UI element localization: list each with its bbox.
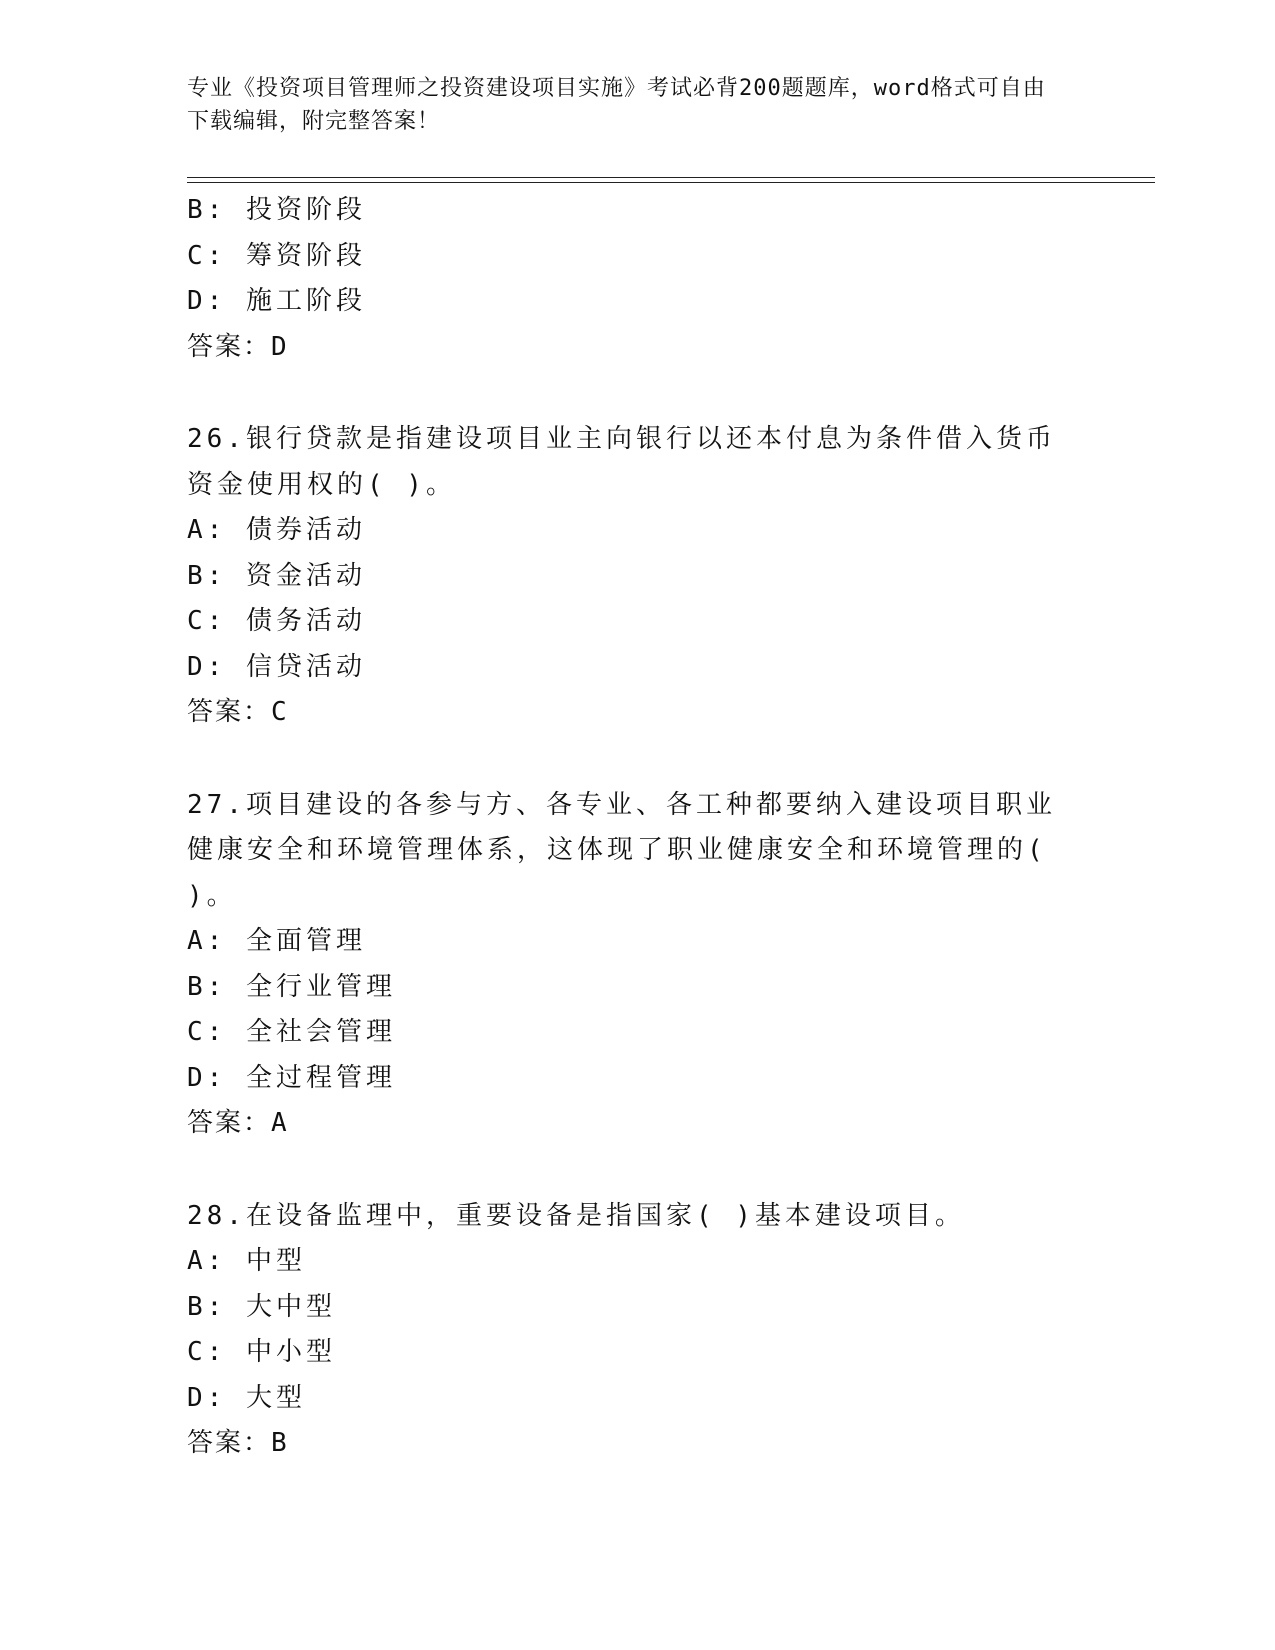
question-26-stem: 26.银行贷款是指建设项目业主向银行以还本付息为条件借入货币资金使用权的( )。 [187,424,1056,500]
option-a: A: 全面管理 [187,926,366,956]
answer: 答案：B [187,1428,289,1458]
option-d: D: 信贷活动 [187,651,366,682]
question-28-stem: 28.在设备监理中，重要设备是指国家( )基本建设项目。 [187,1200,965,1231]
option-c: C: 债务活动 [187,606,366,636]
spacer [187,370,1087,417]
option-c: C: 中小型 [187,1337,336,1367]
option-d: D: 全过程管理 [187,1062,396,1093]
answer: 答案：C [187,697,289,727]
option-a: A: 中型 [187,1246,306,1276]
option-c: C: 全社会管理 [187,1017,396,1047]
option-d: D: 施工阶段 [187,286,366,316]
question-27-stem: 27.项目建设的各参与方、各专业、各工种都要纳入建设项目职业健康安全和环境管理体系，这体现了职业健康安全和环境管理的( )。 [187,789,1056,911]
option-a: A: 债券活动 [187,515,366,545]
option-b: B: 资金活动 [187,560,366,591]
answer: 答案：A [187,1108,289,1138]
spacer [187,736,1087,783]
option-d: D: 大型 [187,1382,306,1413]
header-divider [187,177,1155,183]
answer: 答案：D [187,331,289,362]
option-c: C: 筹资阶段 [187,240,366,271]
question-content [187,188,1087,1467]
option-b: B: 大中型 [187,1291,336,1322]
option-b: B: 全行业管理 [187,971,396,1002]
option-b: B: 投资阶段 [187,195,366,225]
document-header: 专业《投资项目管理师之投资建设项目实施》考试必背200题题库，word格式可自由下载编辑，附完整答案！ [187,76,1046,134]
spacer [187,1147,1087,1194]
